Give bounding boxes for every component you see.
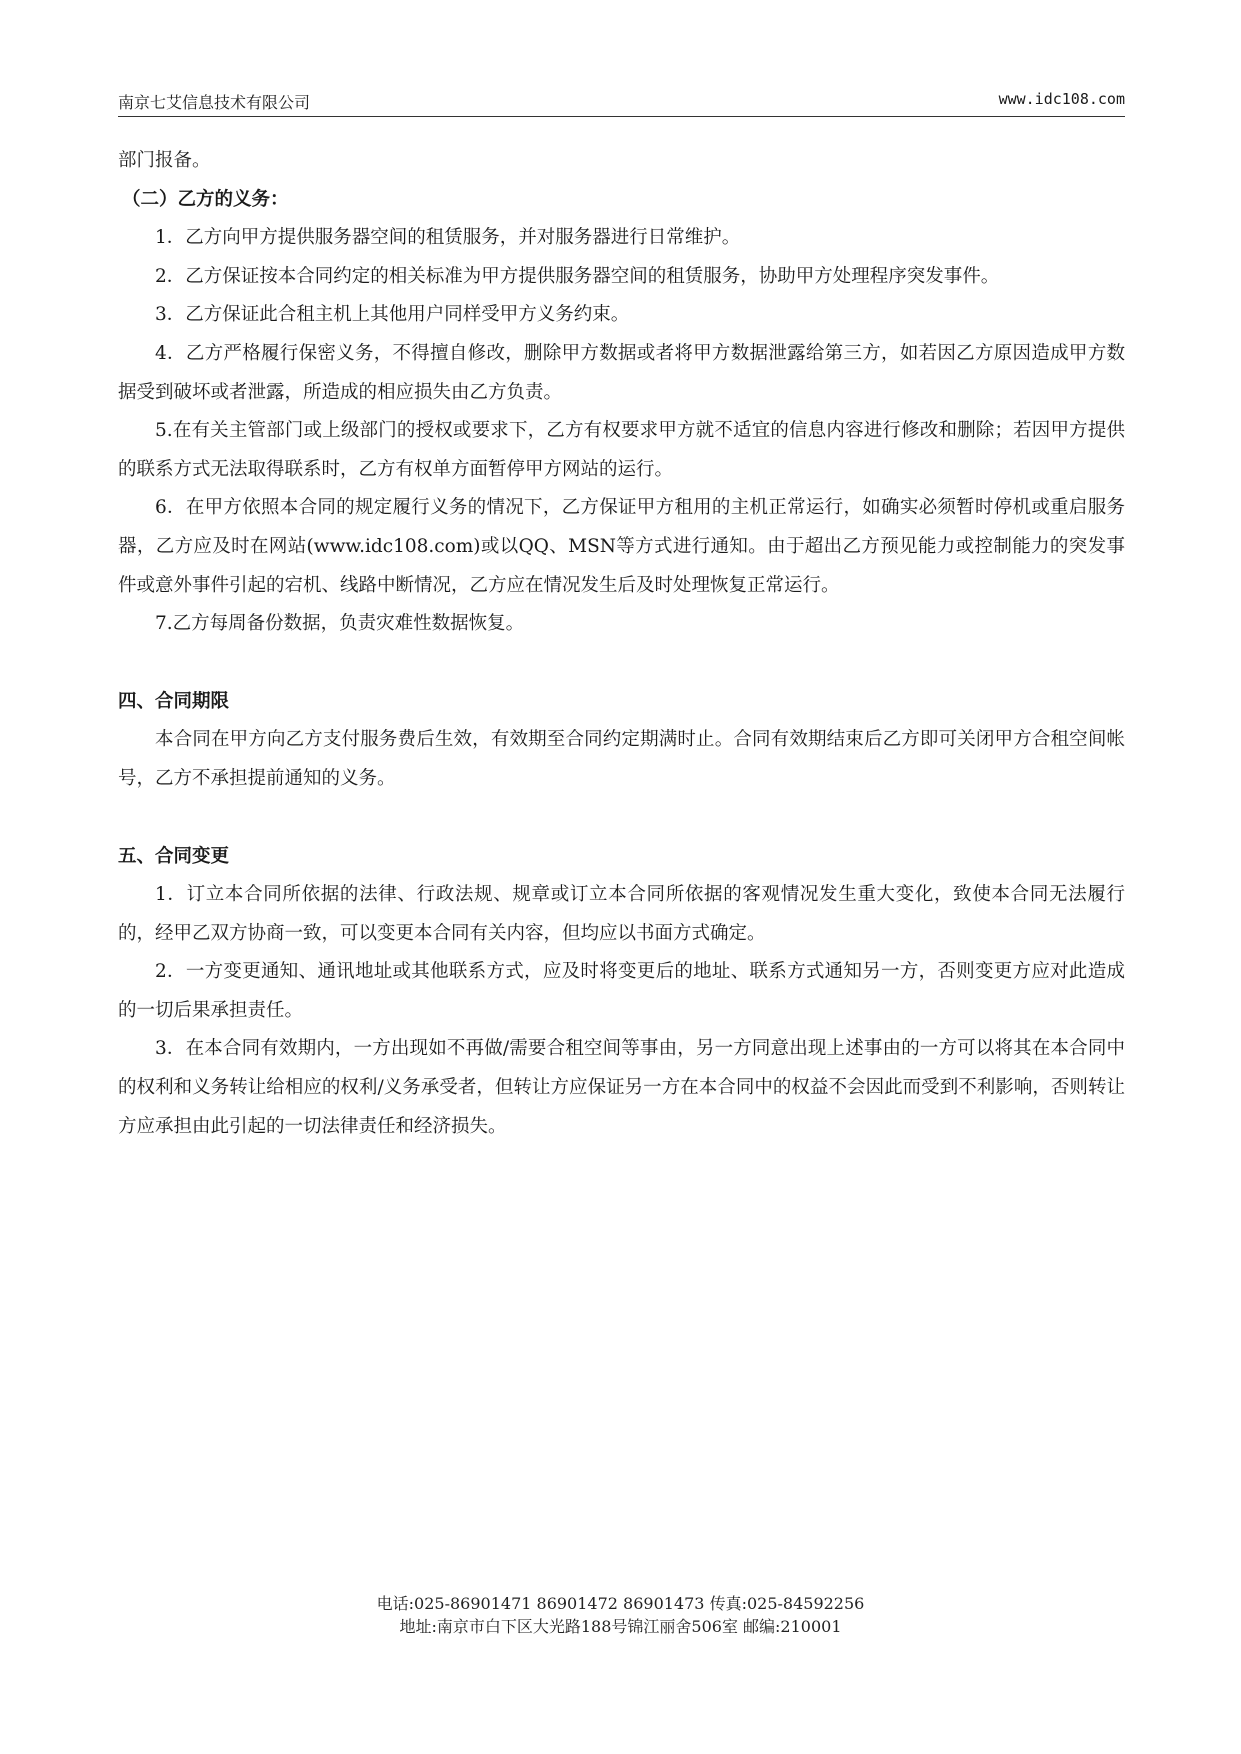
list-item: 5.在有关主管部门或上级部门的授权或要求下，乙方有权要求甲方就不适宜的信息内容进行修改和删除；若因甲方提供的联系方式无法取得联系时，乙方有权单方面暂停甲方网站的运行。 xyxy=(118,420,1125,480)
continued-line: 部门报备。 xyxy=(118,150,211,171)
list-item: 1．订立本合同所依据的法律、行政法规、规章或订立本合同所依据的客观情况发生重大变化，致使本合同无法履行的，经甲乙双方协商一致，可以变更本合同有关内容，但均应以书面方式确定。 xyxy=(118,884,1125,944)
page-header xyxy=(118,86,1125,117)
section-b-title: （二）乙方的义务： xyxy=(122,188,289,210)
section-5-title: 五、合同变更 xyxy=(118,845,230,867)
list-item: 3．在本合同有效期内，一方出现如不再做/需要合租空间等事由，另一方同意出现上述事由的一方可以将其在本合同中的权利和义务转让给相应的权利/义务承受者，但转让方应保证另一方在本合同中的权益不会因此而受到不利影响，否则转让方应承担由此引起的一切法律责任和经济损失。 xyxy=(118,1038,1125,1137)
list-item: 3．乙方保证此合租主机上其他用户同样受甲方义务约束。 xyxy=(155,304,630,326)
section-4-title: 四、合同期限 xyxy=(118,690,230,712)
section-4-body: 本合同在甲方向乙方支付服务费后生效，有效期至合同约定期满时止。合同有效期结束后乙方即可关闭甲方合租空间帐号，乙方不承担提前通知的义务。 xyxy=(118,729,1125,789)
company-name: 南京七艾信息技术有限公司 xyxy=(118,93,311,112)
list-item: 1．乙方向甲方提供服务器空间的租赁服务，并对服务器进行日常维护。 xyxy=(155,227,741,249)
list-item: 2．一方变更通知、通讯地址或其他联系方式，应及时将变更后的地址、联系方式通知另一方，否则变更方应对此造成的一切后果承担责任。 xyxy=(118,961,1125,1021)
list-item: 2．乙方保证按本合同约定的相关标准为甲方提供服务器空间的租赁服务，协助甲方处理程序突发事件。 xyxy=(155,265,1000,287)
website-url: www.idc108.com xyxy=(998,90,1125,108)
list-item: 7.乙方每周备份数据，负责灾难性数据恢复。 xyxy=(155,613,525,635)
contact-address: 地址:南京市白下区大光路188号锦江丽舍506室 邮编:210001 xyxy=(399,1617,842,1636)
contact-phone: 电话:025-86901471 86901472 86901473 传真:025-84592256 xyxy=(376,1594,865,1613)
document-body xyxy=(118,142,1125,1146)
list-item: 4．乙方严格履行保密义务，不得擅自修改，删除甲方数据或者将甲方数据泄露给第三方，如若因乙方原因造成甲方数据受到破坏或者泄露，所造成的相应损失由乙方负责。 xyxy=(118,342,1125,403)
list-item: 6．在甲方依照本合同的规定履行义务的情况下，乙方保证甲方租用的主机正常运行，如确实必须暂时停机或重启服务器，乙方应及时在网站(www.idc108.com)或以QQ、MSN等方式进行通知。由于超出乙方预见能力或控制能力的突发事件或意外事件引起的宕机、线路中断情况，乙方应在情况发生后及时处理恢复正常运行。 xyxy=(118,497,1125,596)
page-footer xyxy=(0,1592,1241,1638)
